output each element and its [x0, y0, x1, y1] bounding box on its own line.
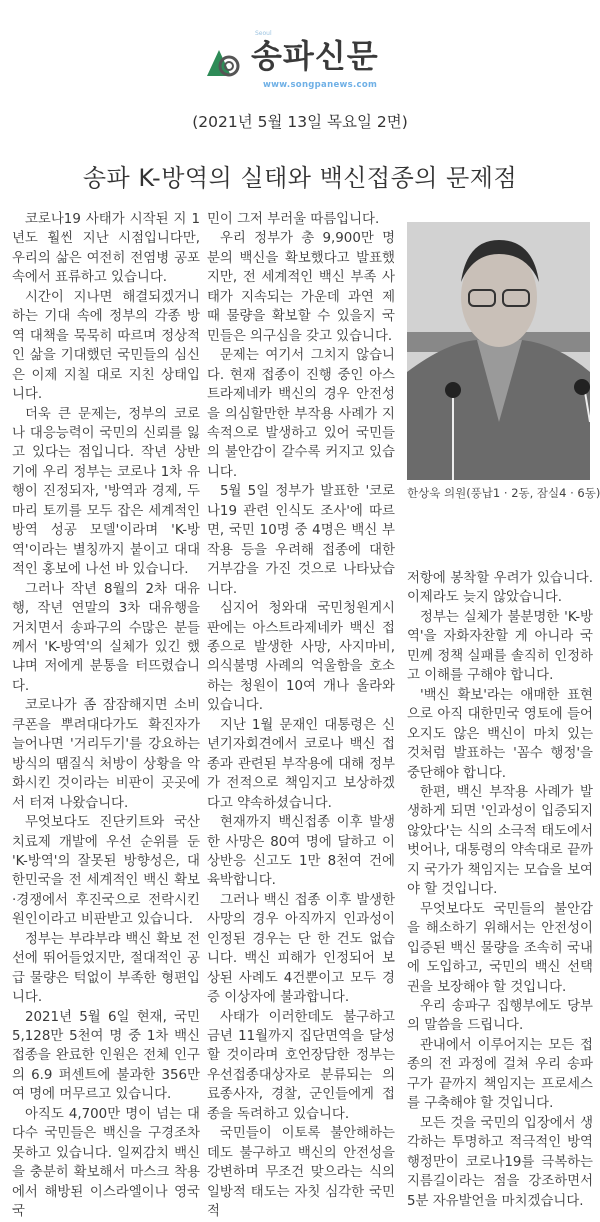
article-paragraph: 저항에 봉착할 우려가 있습니다. 이제라도 늦지 않았습니다. — [407, 571, 593, 606]
article-paragraph: 코로나19 사태가 시작된 지 1년도 훨씬 지난 시점입니다만, 우리의 삶은 여전히 전염병 공포 속에서 표류하고 있습니다. — [12, 212, 200, 286]
masthead-name: 송파신문 — [251, 37, 379, 75]
article-paragraph: 관내에서 이루어지는 모든 접종의 전 과정에 걸쳐 우리 송파구가 끝까지 책임지는 프로세스를 구축해야 할 것입니다. — [407, 1037, 593, 1112]
article-headline: 송파 K-방역의 실태와 백신접종의 문제점 — [82, 164, 518, 192]
article-paragraph: 현재까지 백신접종 이후 발생한 사망은 80여 명에 달하고 이상반응 신고도 1만 8천여 건에 육박합니다. — [207, 815, 395, 889]
article-paragraph: 모든 것을 국민의 입장에서 생각하는 투명하고 적극적인 방역 행정만이 코로나19를 극복하는 지름길이라는 점을 강조하면서 5분 자유발언을 마치겠습니다. — [407, 1115, 593, 1209]
masthead-url: www.songpanews.com — [263, 80, 378, 90]
article-paragraph: 그러나 백신 접종 이후 발생한 사망의 경우 아직까지 인과성이 인정된 경우는 단 한 건도 없습니다. 백신 피해가 인정되어 보상된 사례도 4건뿐이고 모두 경증 이상자에 불과합니다. — [207, 892, 395, 1006]
author-photo — [407, 222, 590, 480]
article-paragraph: 심지어 청와대 국민청원게시판에는 아스트라제네카 백신 접종으로 발생한 사망, 사지마비, 의식불명 사례의 억울함을 호소하는 청원이 10여 개나 올라와 있습니다. — [207, 601, 395, 714]
article-paragraph: 국민들이 이토록 불안해하는데도 불구하고 백신의 안전성을 강변하며 무조건 맞으라는 식의 일방적 태도는 자칫 심각한 국민적 — [207, 1126, 395, 1220]
article-paragraph: 2021년 5월 6일 현재, 국민 5,128만 5천여 명 중 1차 백신 접종을 완료한 인원은 전체 인구의 6.9 퍼센트에 불과한 356만여 명에 머무르고 있습니다. — [12, 1009, 200, 1103]
article-paragraph: 정부는 부랴부랴 백신 확보 전선에 뛰어들었지만, 절대적인 공급 물량은 턱없이 부족한 형편입니다. — [12, 931, 200, 1006]
article-paragraph: 무엇보다도 진단키트와 국산 치료제 개발에 우선 순위를 둔 'K-방역'의 잘못된 방향성은, 대한민국을 전 세계적인 백신 확보·경쟁에서 후진국으로 전락시킨 원인이라고 비판받고 있습니다. — [12, 815, 200, 928]
article-paragraph: 정부는 실체가 불분명한 'K-방역'을 자화자찬할 게 아니라 국민께 정책 실패를 솔직히 인정하고 이해를 구해야 합니다. — [407, 609, 593, 684]
article-paragraph: 문제는 여기서 그치지 않습니다. 현재 접종이 진행 중인 아스트라제네카 백신의 경우 안전성을 의심할만한 부작용 사례가 지속적으로 발생하고 있어 국민들의 불안감이 갈수록 커지고 있습니다. — [207, 348, 395, 480]
mountain-logo-icon — [205, 46, 245, 80]
article-paragraph: 무엇보다도 국민들의 불안감을 해소하기 위해서는 안전성이 입증된 백신 물량을 조속히 국내에 도입하고, 국민의 백신 선택권을 보장해야 할 것입니다. — [407, 901, 593, 995]
article-paragraph: '백신 확보'라는 애매한 표현으로 아직 대한민국 영토에 들어오지도 않은 백신이 마치 있는 것처럼 발표하는 '꼼수 행정'을 중단해야 합니다. — [407, 687, 593, 781]
portrait-illustration — [407, 222, 590, 480]
article-paragraph: 더욱 큰 문제는, 정부의 코로나 대응능력이 국민의 신뢰를 잃고 있다는 점입니다. 작년 상반기에 우리 정부는 코로나 1차 유행이 진정되자, '방역과 경제, 두 마리 토끼를 모두 잡은 세계적인 방역 성공 모델'이라며 'K-방역'이라는 별칭까지 붙이고 대대적인 홍보에 나선 바 있습니다. — [12, 406, 200, 578]
article-paragraph: 한편, 백신 부작용 사례가 발생하게 되면 '인과성이 입증되지 않았다'는 식의 소극적 태도에서 벗어나, 대통령의 약속대로 끝까지 국가가 책임지는 모습을 보여야 할 것입니다. — [407, 784, 593, 898]
masthead-seoul-tag: Seoul — [255, 30, 272, 37]
article-column-3 — [407, 569, 593, 1211]
article-paragraph: 시간이 지나면 해결되겠거니 하는 기대 속에 정부의 각종 방역 대책을 묵묵히 따르며 정상적인 삶을 기대했던 국민들의 심신은 이제 지칠 대로 지친 상태입니다. — [12, 289, 200, 403]
article-paragraph: 코로나가 좀 잠잠해지면 소비쿠폰을 뿌려대다가도 확진자가 늘어나면 '거리두기'를 강요하는 방식의 땜질식 처방이 상황을 악화시킨 것이라는 비판이 곳곳에서 터져 나왔습니다. — [12, 698, 200, 811]
article-paragraph: 우리 정부가 총 9,900만 명 분의 백신을 확보했다고 발표했지만, 전 세계적인 백신 부족 사태가 지속되는 가운데 과연 제 때 물량을 확보할 수 있을지 국민들은 의구심을 갖고 있습니다. — [207, 231, 395, 344]
photo-caption: 한상욱 의원(풍납1 · 2동, 잠실4 · 6동) — [407, 486, 600, 500]
masthead-logo — [205, 30, 425, 96]
article-column-1 — [12, 210, 200, 1222]
article-paragraph: 5월 5일 정부가 발표한 '코로나19 관련 인식도 조사'에 따르면, 국민 10명 중 4명은 백신 부작용 등을 우려해 접종에 대한 거부감을 가진 것으로 나타났습니다. — [207, 484, 395, 597]
article-paragraph: 그러나 작년 8월의 2차 대유행, 작년 연말의 3차 대유행을 거치면서 송파구의 수많은 분들께서 'K-방역'의 실체가 있긴 했냐며 저에게 분통을 터뜨렸습니다. — [12, 581, 200, 694]
article-paragraph: 사태가 이러한데도 불구하고 금년 11월까지 집단면역을 달성할 것이라며 호언장담한 정부는 우선접종대상자로 분류되는 의료종사자, 경찰, 군인들에게 접종을 독려하고 있습니다. — [207, 1009, 395, 1122]
article-paragraph: 우리 송파구 집행부에도 당부의 말씀을 드립니다. — [407, 998, 593, 1034]
dateline: (2021년 5월 13일 목요일 2면) — [192, 113, 408, 131]
article-paragraph: 아직도 4,700만 명이 넘는 대다수 국민들은 백신을 구경조차 못하고 있습니다. 일찌감치 백신을 충분히 확보해서 마스크 착용에서 해방된 이스라엘이나 영국 국 — [12, 1106, 200, 1220]
article-paragraph: 민이 그저 부러울 따름입니다. — [207, 212, 380, 227]
article-paragraph: 지난 1월 문재인 대통령은 신년기자회견에서 코로나 백신 접종과 관련된 부작용에 대해 정부가 전적으로 책임지고 보상하겠다고 약속하셨습니다. — [207, 717, 395, 811]
article-column-2 — [207, 210, 395, 1222]
